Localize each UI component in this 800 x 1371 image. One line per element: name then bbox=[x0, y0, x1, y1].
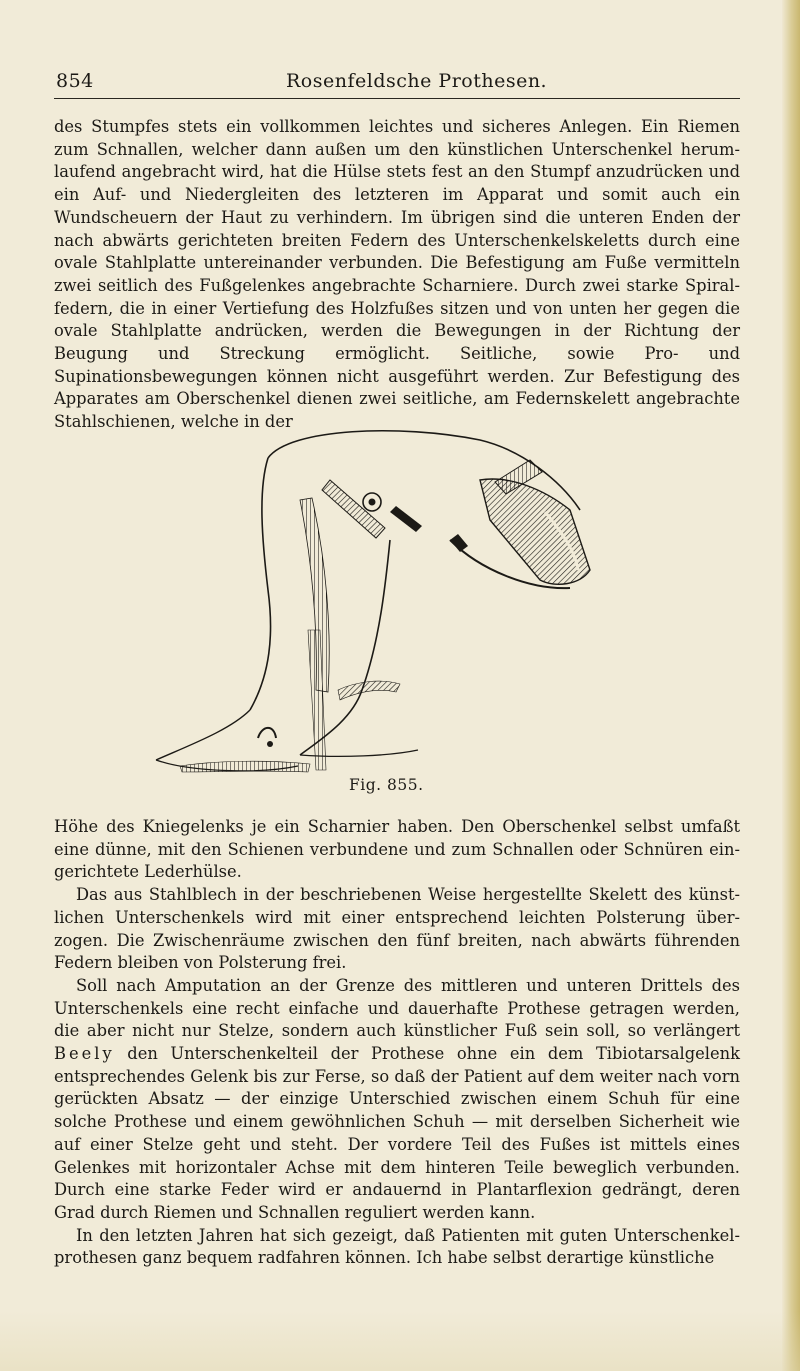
paragraph-stahlblech-skelett: Das aus Stahlblech in der beschriebenen Weise hergestellte Skelett des künstlichen Unterschenkels wird mit einer entsprechend leichten Polsterung überzogen. Die Zwischenräume zwischen den fünf breiten, nach abwärts führenden Federn bleiben von Polsterung frei. bbox=[54, 885, 740, 973]
running-header bbox=[54, 66, 740, 99]
paragraph-stumpf-befestigung: des Stumpfes stets ein vollkommen leichtes und sicheres Anlegen. Ein Riemen zum Schnallen, welcher dann außen um den künstlichen Unterschenkel herumlaufend angebracht wird, hat die Hülse stets fest an den Stumpf anzudrücken und ein Auf- und Niedergleiten des letzteren im Apparat und somit auch ein Wundscheuern der Haut zu verhindern. Im übrigen sind die unteren Enden der nach abwärts gerichteten breiten Federn des Unterschenkelskeletts durch eine ovale Stahlplatte untereinander verbunden. Die Befestigung am Fuße vermitteln zwei seitlich des Fußgelenkes angebrachte Scharniere. Durch zwei starke Spiralfedern, die in einer Vertiefung des Holzfußes sitzen und von unten her gegen die ovale Stahlplatte andrücken, werden die Bewegungen in der Richtung der Beugung und Streckung ermöglicht. Seitliche, sowie Pro- und Supinationsbewegungen können nicht ausgeführt werden. Zur Befestigung des Apparates am Oberschenkel dienen zwei seitliche, am Federnskelett angebrachte Stahlschienen, welche in der bbox=[54, 117, 740, 432]
figure-caption: Fig. 855. bbox=[349, 776, 424, 794]
paragraph-beely-intro: Soll nach Amputation an der Grenze des mittleren und unteren Drittels des Unterschenkels eine recht einfache und dauerhafte Prothese getragen werden, die aber nicht nur Stelze, sondern auch künstlicher Fuß sein soll, so verlängert bbox=[54, 975, 740, 1041]
paragraph-beely-prothese bbox=[54, 975, 740, 1225]
page-number: 854 bbox=[56, 70, 94, 92]
paragraph-kniegelenk: Höhe des Kniegelenks je ein Scharnier haben. Den Oberschenkel selbst umfaßt eine dünne, mit den Schienen verbundene und zum Schnallen oder Schnüren eingerichtete Lederhülse. bbox=[54, 817, 740, 882]
page-bottom-shadow bbox=[0, 1311, 800, 1371]
prosthesis-leg-drawing bbox=[150, 420, 610, 780]
figure-855-prosthesis-illustration bbox=[150, 420, 610, 780]
paragraph-radfahren: In den letzten Jahren hat sich gezeigt, daß Patienten mit guten Unterschenkelprothesen ganz bequem radfahren können. Ich habe selbst derartige künstliche bbox=[54, 1225, 740, 1268]
body-text-lower bbox=[54, 816, 740, 1270]
running-title: Rosenfeldsche Prothesen. bbox=[286, 70, 548, 92]
page-edge-shadow bbox=[782, 0, 800, 1371]
author-name-beely: Beely bbox=[54, 1044, 115, 1064]
paragraph-beely-rest: den Unterschenkelteil der Prothese ohne ein dem Tibiotarsalgelenk entsprechendes Gelenk bis zur Ferse, so daß der Patient auf dem weiter nach vorn gerückten Absatz — der einzige Unterschied zwischen einem Schuh für eine solche Prothese und einem gewöhnlichen Schuh — mit derselben Sicherheit wie auf einer Stelze geht und steht. Der vordere Teil des Fußes ist mittels eines Gelenkes mit horizontaler Achse mit dem hinteren Teile beweglich verbunden. Durch eine starke Feder wird er andauernd in Plantarflexion gedrängt, deren Grad durch Riemen und Schnallen reguliert werden kann. bbox=[54, 1044, 740, 1222]
